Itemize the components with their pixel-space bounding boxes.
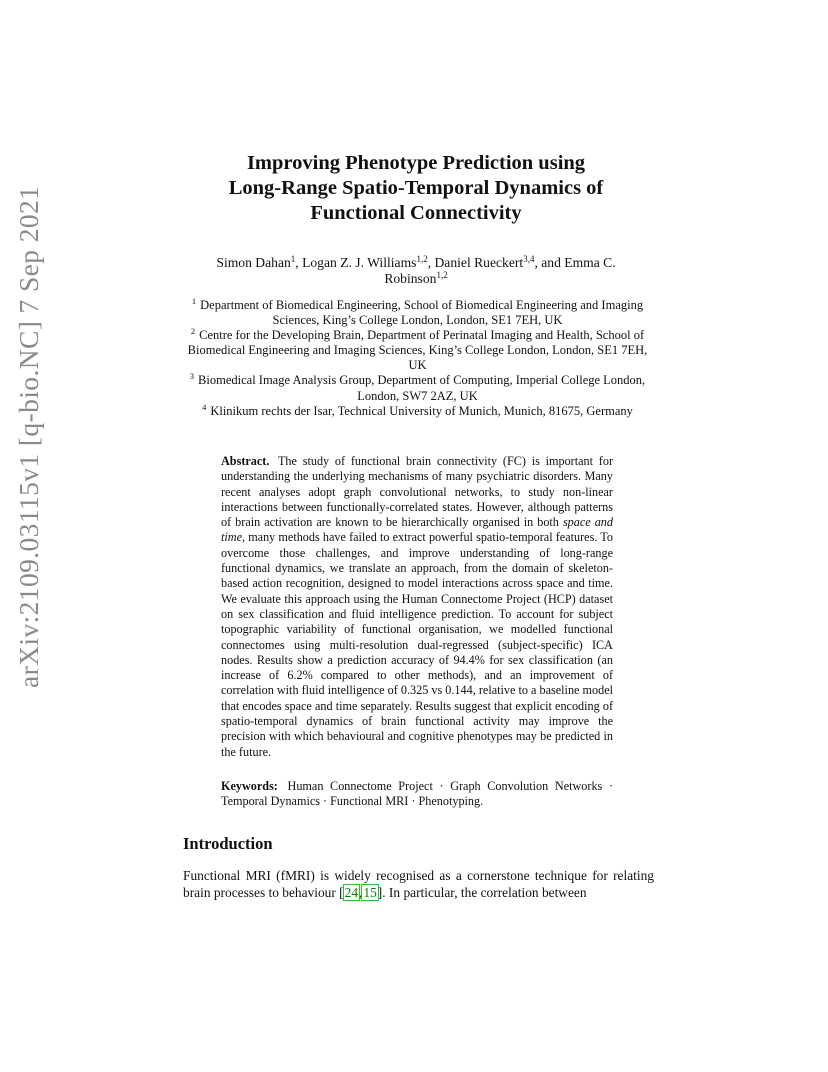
affiliation-list [180, 298, 655, 419]
affiliation-number: 2 [190, 326, 196, 337]
author-name: , Daniel Rueckert [427, 255, 524, 270]
keywords [221, 779, 613, 810]
author-line [180, 255, 652, 271]
citation-link[interactable]: 15 [363, 884, 377, 900]
arxiv-identifier: arXiv:2109.03115v1 [q-bio.NC] 7 Sep 2021 [13, 185, 44, 688]
author-line [180, 271, 652, 287]
keywords-label: Keywords: [221, 779, 278, 793]
author-name: Robinson [384, 271, 437, 286]
citation-link[interactable]: 24 [344, 884, 359, 900]
author-affiliation-mark: 3,4 [523, 254, 535, 264]
introduction-paragraph [183, 868, 654, 901]
affiliation-number: 3 [189, 371, 195, 382]
affiliation-text: Centre for the Developing Brain, Department of Perinatal Imaging and Health, School of Biomedical Engineering and Imaging Sciences, King’s College London, London, SE1 7EH, UK [187, 328, 648, 373]
abstract [221, 454, 613, 760]
citation-separator: , [359, 884, 363, 900]
affiliation-item [180, 401, 655, 419]
affiliation-item [180, 328, 655, 373]
paragraph-text: Functional MRI (fMRI) is widely recognised as a cornerstone technique for relating brain processes to behaviour [ [183, 868, 654, 900]
abstract-emphasis: space and time [221, 515, 613, 545]
section-heading-introduction: Introduction [183, 834, 273, 853]
author-name: Simon Dahan [216, 255, 291, 270]
affiliation-item [180, 298, 655, 328]
author-name: , Logan Z. J. Williams [295, 255, 417, 270]
abstract-text: The study of functional brain connectivity (FC) is important for understanding the underlying mechanisms of many psychiatric disorders. Many recent analyses adopt graph convolutional networks, to study non-linear interactions between functionally-correlated states. However, although patterns of brain activation are known to be hierarchically organised in both [221, 454, 613, 530]
author-affiliation-mark: 1 [290, 254, 296, 264]
author-list [180, 255, 652, 287]
paragraph-text: ]. In particular, the correlation between [377, 884, 587, 900]
title-line: Improving Phenotype Prediction using [246, 152, 586, 174]
abstract-label: Abstract. [221, 454, 270, 468]
paper-title [150, 151, 682, 226]
abstract-text: , many methods have failed to extract powerful spatio-temporal features. To overcome those challenges, and improve understanding of long-range functional dynamics, we translate an approach, from the domain of skeleton-based action recognition, designed to model interactions across space and time. We evaluate this approach using the Human Connectome Project (HCP) dataset on sex classification and fluid intelligence prediction. To account for subject topographic variability of functional organisation, we modelled functional connectomes using multi-resolution dual-regressed (subject-specific) ICA nodes. Results show a prediction accuracy of 94.4% for sex classification (an increase of 6.2% compared to other methods), and an improvement of correlation with fluid intelligence of 0.325 vs 0.144, relative to a baseline model that encodes space and time separately. Results suggest that explicit encoding of spatio-temporal dynamics of brain functional activity may improve the precision with which behavioural and cognitive phenotypes may be predicted in the future. [221, 530, 613, 759]
affiliation-text: Biomedical Image Analysis Group, Department of Computing, Imperial College London, London, SW7 2AZ, UK [198, 373, 646, 403]
affiliation-number: 4 [202, 401, 207, 412]
title-line: Functional Connectivity [310, 202, 522, 224]
affiliation-number: 1 [191, 296, 197, 306]
affiliation-text: Department of Biomedical Engineering, School of Biomedical Engineering and Imaging Sciences, King’s College London, London, SE1 7EH, UK [200, 298, 644, 328]
title-line: Long-Range Spatio-Temporal Dynamics of [228, 177, 604, 199]
author-affiliation-mark: 1,2 [436, 270, 448, 280]
affiliation-item [180, 373, 655, 403]
keywords-text: Human Connectome Project · Graph Convolution Networks · Temporal Dynamics · Functional MRI · Phenotyping. [221, 779, 613, 809]
author-name: , and Emma C. [534, 255, 616, 270]
author-affiliation-mark: 1,2 [416, 254, 428, 264]
affiliation-text: Klinikum rechts der Isar, Technical University of Munich, Munich, 81675, Germany [210, 403, 633, 418]
